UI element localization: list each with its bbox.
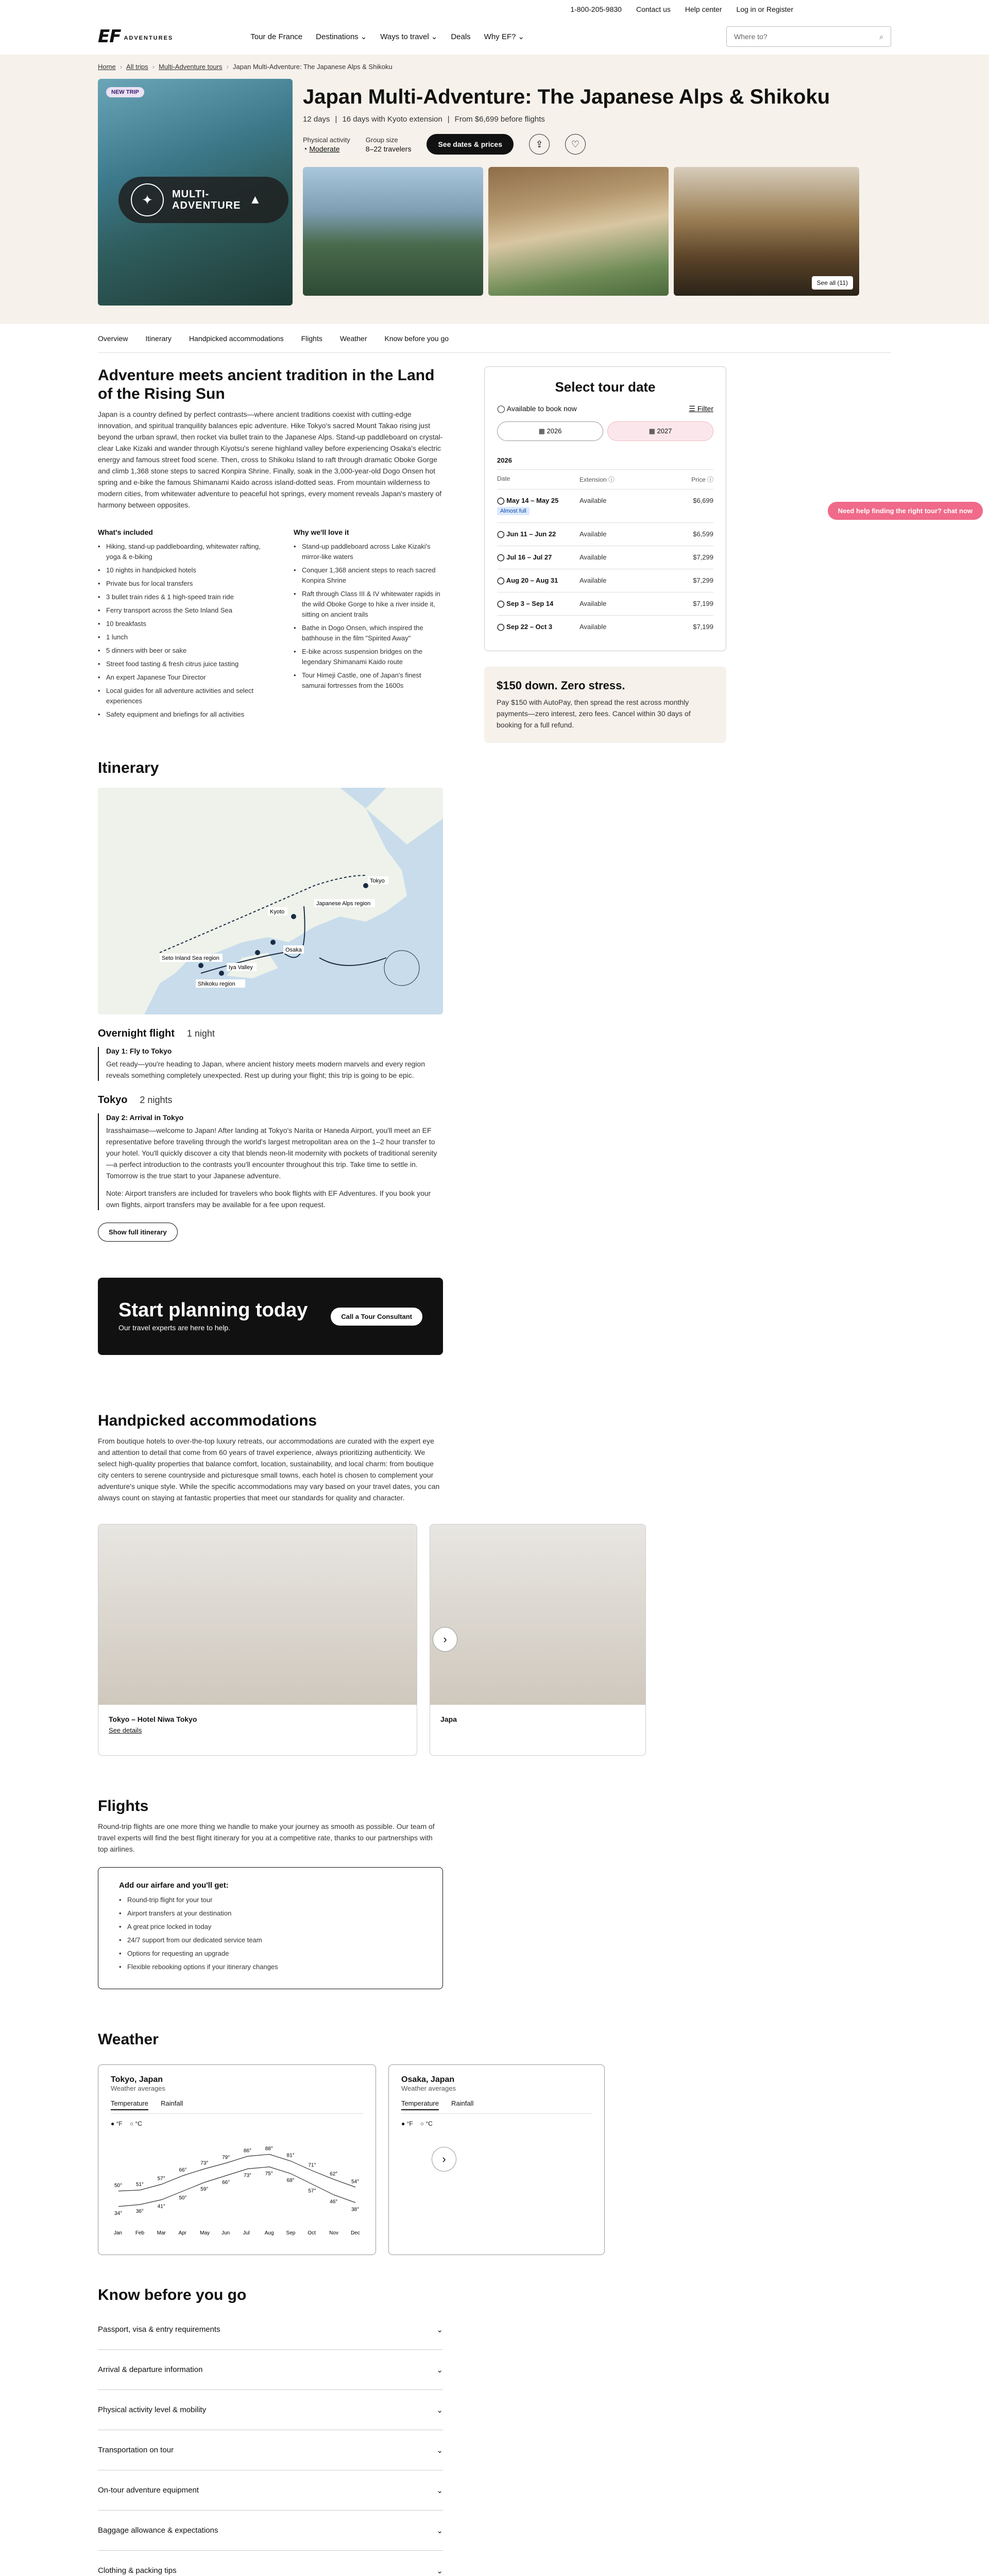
nav-link[interactable]: Deals bbox=[451, 32, 471, 41]
month-label: Jan bbox=[114, 2230, 123, 2236]
temp-high-line bbox=[118, 2155, 355, 2191]
payment-promo: $150 down. Zero stress. Pay $150 with AutoPay, then spread the rest across monthly payments—zero interest, zero fees. Cancel within 30 days of booking for a full refund. bbox=[484, 667, 726, 743]
radio-icon: ◯ bbox=[497, 623, 507, 631]
month-label: Mar bbox=[157, 2230, 166, 2236]
hotel-image bbox=[98, 1524, 417, 1705]
see-dates-button[interactable]: See dates & prices bbox=[427, 134, 514, 155]
map-label: Osaka bbox=[285, 947, 302, 953]
info-icon: ⓘ bbox=[608, 476, 615, 483]
utility-bar bbox=[0, 0, 989, 19]
page-title: Japan Multi-Adventure: The Japanese Alps & Shikoku bbox=[303, 86, 830, 108]
nav-links bbox=[250, 32, 524, 41]
activity-level: Physical activity ◔ Moderate bbox=[303, 135, 350, 153]
tab-rainfall[interactable]: Rainfall bbox=[451, 2099, 474, 2107]
why-love-it: Why we'll love it • Stand-up paddleboard across Lake Kizaki's mirror-like waters • Conquer 1,368 ancient steps to reach sacred Konpira Shrine • Raft through Class III & IV whitewater rapids in the wild Oboke Gorge to hike a river inside it, sitting on ancient trails • Bathe in Dogo Onsen, which inspired the bathhouse in the film "Spirited Away" • E-bike across suspension bridges on the legendary Shimanami Kaido route • Tour Himeji Castle, one of Japan's finest samurai fortresses from the 1600s bbox=[294, 528, 443, 723]
radio-icon: ◯ bbox=[497, 530, 507, 538]
show-full-itinerary-button[interactable]: Show full itinerary bbox=[98, 1223, 178, 1242]
temp-low-line bbox=[118, 2167, 355, 2207]
year-2026-button[interactable]: ▦ 2026 bbox=[497, 421, 603, 441]
heart-icon[interactable]: ♡ bbox=[565, 134, 586, 155]
nav-link[interactable]: Why EF? ⌄ bbox=[484, 32, 524, 41]
temp-low-label: 50° bbox=[179, 2195, 187, 2201]
logo-subtitle: ADVENTURES bbox=[124, 35, 174, 41]
main-nav bbox=[98, 19, 891, 55]
month-label: Jul bbox=[243, 2230, 250, 2236]
month-label: Nov bbox=[329, 2230, 338, 2236]
chevron-down-icon: ⌄ bbox=[436, 2365, 443, 2375]
planning-cta: Start planning today Our travel experts are here to help. Call a Tour Consultant bbox=[98, 1278, 443, 1355]
tab-accommodations[interactable]: Handpicked accommodations bbox=[189, 334, 284, 343]
itinerary-stop: Overnight flight 1 night Day 1: Fly to Tokyo Get ready—you're heading to Japan, where ancient history meets modern marvels and every region reveals something completely unexpected. Rest up during your flight; this trip is going to be epic. bbox=[98, 1028, 443, 1081]
carousel-next-button[interactable] bbox=[433, 1627, 457, 1652]
calendar-icon: ▦ bbox=[649, 427, 657, 435]
date-row[interactable]: ◯ May 14 – May 25 Almost full Available $6,699 bbox=[497, 489, 713, 523]
see-all-photos-button[interactable]: See all (11) bbox=[812, 276, 853, 290]
chevron-down-icon: ⌄ bbox=[436, 2446, 443, 2455]
temp-low-label: 34° bbox=[114, 2210, 123, 2216]
available-toggle[interactable]: ◯ Available to book now bbox=[497, 404, 577, 413]
temp-low-label: 73° bbox=[243, 2173, 252, 2179]
search-input[interactable]: Where to? ⌕ bbox=[726, 26, 891, 47]
nav-link[interactable]: Ways to travel ⌄ bbox=[380, 32, 438, 41]
chevron-right-icon: › bbox=[443, 1633, 447, 1646]
help-link[interactable]: Help center bbox=[685, 5, 722, 13]
map-graphic bbox=[98, 788, 443, 1014]
month-label: Oct bbox=[308, 2230, 316, 2236]
date-row[interactable]: ◯ Sep 22 – Oct 3 Available $7,199 bbox=[497, 623, 713, 631]
temp-low-label: 68° bbox=[286, 2178, 295, 2183]
tab-flights[interactable]: Flights bbox=[301, 334, 322, 343]
know-title: Know before you go bbox=[98, 2286, 247, 2303]
map-pin bbox=[255, 950, 260, 955]
date-row[interactable]: ◯ Sep 3 – Sep 14 Available $7,199 bbox=[497, 592, 713, 616]
whats-included: What's included • Hiking, stand-up paddleboarding, whitewater rafting, yoga & e-biking • 10 nights in handpicked hotels • Private bus for local transfers • 3 bullet train rides & 1 high-speed train ride • Ferry transport across the Seto Inland Sea • 10 breakfasts • 1 lunch • 5 dinners with beer or sake • Street food tasting & fresh citrus juice tasting • An expert Japanese Tour Director • Local guides for all adventure activities and select experiences • Safety equipment and briefings for all activities bbox=[98, 528, 273, 723]
section-nav bbox=[98, 324, 891, 353]
map-pin bbox=[270, 940, 276, 945]
temp-high-label: 88° bbox=[265, 2146, 273, 2152]
tab-temperature[interactable]: Temperature bbox=[111, 2099, 148, 2110]
chevron-down-icon: ⌄ bbox=[436, 2526, 443, 2535]
accordion-item[interactable] bbox=[98, 2470, 443, 2511]
hero-image[interactable] bbox=[98, 79, 293, 306]
phone-link[interactable]: 1-800-205-9830 bbox=[570, 5, 622, 13]
accordion-item[interactable] bbox=[98, 2390, 443, 2430]
temp-low-label: 57° bbox=[308, 2188, 316, 2194]
map-label: Shikoku region bbox=[198, 981, 235, 987]
toggle-icon: ◯ bbox=[497, 404, 507, 413]
month-label: Dec bbox=[351, 2230, 360, 2236]
tab-rainfall[interactable]: Rainfall bbox=[160, 2099, 183, 2107]
chevron-down-icon: ⌄ bbox=[360, 32, 367, 41]
radio-icon: ◯ bbox=[497, 600, 507, 607]
nav-link[interactable]: Destinations ⌄ bbox=[316, 32, 367, 41]
trip-summary: 12 days | 16 days with Kyoto extension | From $6,699 before flights bbox=[303, 115, 545, 124]
tour-dates-title: Select tour date bbox=[555, 379, 656, 395]
temp-high-label: 81° bbox=[286, 2153, 295, 2159]
map-pin bbox=[291, 914, 296, 919]
chevron-down-icon: ⌄ bbox=[436, 2566, 443, 2575]
map-pin bbox=[219, 971, 224, 976]
weather-card: Tokyo, Japan Weather averages Temperature Rainfall ● °F ○ °C 50° 51° 57° 66° 73° 79° 86° 88° 81° 71° 62° 54° 34° 36° 41° 50° 59° 66° 73° 75° 68° 57° 46° 38° Jan Feb Mar Apr May Jun Jul Aug Sep Oct Nov Dec bbox=[98, 2064, 376, 2255]
temp-low-label: 59° bbox=[200, 2186, 209, 2192]
hero-photo[interactable] bbox=[674, 167, 859, 296]
map-pin bbox=[198, 963, 203, 968]
chevron-down-icon: ⌄ bbox=[518, 32, 524, 41]
tour-dates-card bbox=[484, 366, 726, 651]
chevron-down-icon: ⌄ bbox=[436, 2405, 443, 2415]
carousel-next-button[interactable] bbox=[432, 2147, 456, 2172]
temp-high-label: 54° bbox=[351, 2179, 360, 2185]
unit-c-radio[interactable]: ○ °C bbox=[129, 2120, 142, 2127]
chevron-down-icon: ⌄ bbox=[436, 2486, 443, 2495]
chevron-down-icon: ⌄ bbox=[436, 2325, 443, 2334]
flight-benefits-box: Add our airfare and you'll get: • Round-trip flight for your tour • Airport transfers at your destination • A great price locked in today • 24/7 support from our dedicated service team • Options for requesting an upgrade • Flexible rebooking options if your itinerary changes bbox=[98, 1867, 443, 1989]
date-row[interactable]: ◯ Aug 20 – Aug 31 Available $7,299 bbox=[497, 569, 713, 592]
breadcrumb-current: Japan Multi-Adventure: The Japanese Alps & Shikoku bbox=[232, 63, 393, 71]
temperature-chart bbox=[111, 2127, 363, 2241]
radio-icon: ◯ bbox=[497, 553, 507, 561]
filter-button[interactable]: ☰ Filter bbox=[689, 404, 713, 413]
temp-low-label: 36° bbox=[135, 2209, 144, 2214]
accommodations-body: From boutique hotels to over-the-top luxury retreats, our accommodations are curated with the expert eye and attention to detail that come from 60 years of travel experience, always prioritizing authenticity. We select high-quality properties that balance comfort, location, sustainability, and local charm: from boutique city centers to serene countryside and picturesque small towns, each hotel is chosen to complement your adventure's unique style. While the specific accommodations may vary based on your travel dates, you can always count on staying at fantastic properties that meet our standards for quality and character. bbox=[98, 1437, 440, 1502]
flights-body: Round-trip flights are one more thing we handle to make your journey as smooth as possible. Our team of travel experts will find the best flight itinerary for you at a competitive rate, thanks to our partnerships with top airlines. bbox=[98, 1822, 435, 1853]
temp-high-label: 66° bbox=[179, 2167, 187, 2173]
multi-adventure-badge: ✦ MULTI- ADVENTURE ▲ bbox=[118, 177, 288, 223]
month-label: Feb bbox=[135, 2230, 145, 2236]
month-label: Jun bbox=[221, 2230, 230, 2236]
share-icon[interactable]: ⇪ bbox=[529, 134, 550, 155]
logo[interactable]: EF bbox=[98, 26, 121, 47]
group-size: Group size 8–22 travelers bbox=[365, 135, 412, 153]
tab-itinerary[interactable]: Itinerary bbox=[145, 334, 172, 343]
see-details-link[interactable]: See details bbox=[109, 1726, 142, 1734]
hotel-carousel bbox=[98, 1524, 664, 1756]
radio-icon: ◯ bbox=[497, 497, 507, 504]
temp-high-label: 73° bbox=[200, 2160, 209, 2166]
accordion-label: Passport, visa & entry requirements bbox=[98, 2325, 220, 2334]
accordion-item[interactable] bbox=[98, 2350, 443, 2390]
month-label: Sep bbox=[286, 2230, 296, 2236]
map-label: Seto Inland Sea region bbox=[162, 955, 219, 961]
map-label: Japanese Alps region bbox=[316, 901, 371, 907]
tab-weather[interactable]: Weather bbox=[339, 334, 367, 343]
accordion-label: Physical activity level & mobility bbox=[98, 2405, 207, 2414]
radio-icon: ◯ bbox=[497, 577, 506, 584]
temp-high-label: 57° bbox=[157, 2176, 165, 2182]
breadcrumb-item[interactable]: All trips bbox=[126, 63, 148, 71]
itinerary-map[interactable] bbox=[98, 788, 443, 1014]
breadcrumb-item[interactable]: Multi-Adventure tours bbox=[159, 63, 223, 71]
temp-high-label: 71° bbox=[308, 2162, 316, 2168]
chevron-right-icon: › bbox=[442, 2153, 446, 2165]
date-row[interactable]: ◯ Jul 16 – Jul 27 Available $7,299 bbox=[497, 546, 713, 569]
map-label: Tokyo bbox=[370, 878, 385, 884]
unit-c-radio[interactable]: ○ °C bbox=[420, 2120, 433, 2127]
itinerary-stop: Tokyo 2 nights Day 2: Arrival in Tokyo Irasshaimase—welcome to Japan! After landing at Tokyo's Narita or Haneda Airport, you'll meet an EF representative before traveling through the world's largest metropolitan area on the 1–2 hour transfer to your hotel. You'll quickly discover a city that blends neon-lit modernity with pockets of traditional serenity—a perfect introduction to the contrasts you'll encounter throughout this trip. Take time to settle in. Tomorrow is the true start to your Japanese adventure. Note: Airport transfers are included for travelers who book flights with EF Adventures. If you book your own flights, airport transfers may be available for a fee upon request. bbox=[98, 1094, 443, 1210]
info-icon: ⓘ bbox=[707, 476, 713, 483]
temp-high-label: 50° bbox=[114, 2182, 123, 2189]
map-pin bbox=[363, 883, 368, 888]
temp-low-label: 38° bbox=[351, 2207, 360, 2213]
hotel-card[interactable]: Tokyo – Hotel Niwa Tokyo See details bbox=[98, 1524, 417, 1756]
call-consultant-button[interactable]: Call a Tour Consultant bbox=[331, 1308, 422, 1326]
overview-body: Japan is a country defined by perfect contrasts—where ancient traditions coexist with cutting-edge innovation, and spiritual tranquility balances epic adventure. Hike Tokyo's sacred Mount Takao rising just beyond the urban sprawl, then rocket via bullet train to the Japanese Alps. Stand-up paddleboard on crystal-clear Lake Kizaki and wander through Kiyotsu's serene highland valley before experiencing Osaka's electric energy and famous street food scene. Then, cross to Shikoku Island to raft through dramatic Oboke Gorge and climb 1,368 stone steps to sacred Konpira Shrine. Finally, soak in the 3,000-year-old Dogo Onsen hot spring and e-bike the famous Shimanami Kaido across island-dotted seas. From mountain wilderness to modern cities, from whitewater adventure to peaceful hot springs, every moment reveals Japan's mastery of harmony between opposites. bbox=[98, 410, 443, 509]
accordion-item[interactable] bbox=[98, 2430, 443, 2470]
accordion-label: Transportation on tour bbox=[98, 2446, 174, 2454]
contact-link[interactable]: Contact us bbox=[636, 5, 671, 13]
hotel-card[interactable]: Japa bbox=[430, 1524, 646, 1756]
nav-link[interactable]: Tour de France bbox=[250, 32, 303, 41]
weather-card: Osaka, Japan Weather averages Temperature Rainfall ● °F ○ °C bbox=[388, 2064, 605, 2255]
login-link[interactable]: Log in or Register bbox=[736, 5, 793, 13]
temp-high-label: 62° bbox=[330, 2171, 338, 2177]
month-label: Aug bbox=[264, 2230, 274, 2236]
map-label: Iya Valley bbox=[229, 964, 253, 971]
date-row[interactable]: ◯ Jun 11 – Jun 22 Available $6,599 bbox=[497, 523, 713, 546]
itinerary-title: Itinerary bbox=[98, 759, 159, 776]
accordion-item[interactable] bbox=[98, 2511, 443, 2551]
temp-low-label: 46° bbox=[330, 2199, 338, 2205]
mountain-icon: ▲ bbox=[249, 193, 262, 207]
accordion-label: Baggage allowance & expectations bbox=[98, 2526, 218, 2535]
hero-photo[interactable] bbox=[303, 167, 483, 296]
accordion-label: Arrival & departure information bbox=[98, 2365, 203, 2374]
month-label: Apr bbox=[178, 2230, 187, 2236]
map-label: Kyoto bbox=[270, 909, 285, 915]
temp-low-label: 75° bbox=[265, 2171, 273, 2177]
breadcrumb-item[interactable]: Home bbox=[98, 63, 116, 71]
new-trip-badge: NEW TRIP bbox=[106, 87, 144, 97]
hotel-image bbox=[430, 1524, 645, 1705]
search-icon[interactable]: ⌕ bbox=[879, 32, 883, 41]
temp-high-label: 86° bbox=[243, 2148, 252, 2154]
temp-high-label: 79° bbox=[222, 2155, 230, 2161]
accordion-label: On-tour adventure equipment bbox=[98, 2486, 199, 2495]
filter-icon: ☰ bbox=[689, 404, 697, 413]
tab-temperature[interactable]: Temperature bbox=[401, 2099, 439, 2110]
tab-overview[interactable]: Overview bbox=[98, 334, 128, 343]
month-label: May bbox=[200, 2230, 210, 2236]
hero-photo[interactable] bbox=[488, 167, 669, 296]
weather-title: Weather bbox=[98, 2031, 159, 2048]
temp-high-label: 51° bbox=[135, 2181, 144, 2188]
know-before-section bbox=[98, 2286, 443, 2576]
chevron-down-icon: ⌄ bbox=[431, 32, 438, 41]
calendar-icon: ▦ bbox=[538, 427, 547, 435]
weather-carousel bbox=[98, 2064, 664, 2255]
accommodations-title: Handpicked accommodations bbox=[98, 1412, 317, 1429]
chat-help-button[interactable]: Need help finding the right tour? chat now bbox=[828, 502, 983, 520]
accordion-item[interactable] bbox=[98, 2551, 443, 2576]
breadcrumb: Home › All trips › Multi-Adventure tours › Japan Multi-Adventure: The Japanese Alps & Shikoku bbox=[98, 63, 393, 71]
compass-icon: ✦ bbox=[131, 183, 164, 216]
hero bbox=[0, 55, 989, 324]
unit-f-radio[interactable]: ● °F bbox=[111, 2120, 123, 2127]
accordion-item[interactable] bbox=[98, 2310, 443, 2350]
dates-table: 2026 Date Extension ⓘ Price ⓘ ◯ May 14 – May 25 Almost full Available $6,699 ◯ Jun 11 – Jun 22 Available $6,599 ◯ Jul 16 – Jul 27 Available $7,299 ◯ Aug 20 – Aug 31 Available $7,299 ◯ Sep 3 – Sep 14 Available $7,199 ◯ Sep 22 – Oct 3 Available $7,199 bbox=[497, 451, 713, 638]
overview-title: Adventure meets ancient tradition in the Land of the Rising Sun bbox=[98, 367, 435, 402]
temp-low-label: 66° bbox=[222, 2179, 230, 2185]
accordion-label: Clothing & packing tips bbox=[98, 2566, 177, 2575]
year-2027-button[interactable]: ▦ 2027 bbox=[607, 421, 713, 441]
flights-title: Flights bbox=[98, 1798, 149, 1815]
tab-know-before[interactable]: Know before you go bbox=[384, 334, 449, 343]
temp-low-label: 41° bbox=[157, 2204, 165, 2210]
activity-icon: ◔ bbox=[303, 144, 310, 153]
unit-f-radio[interactable]: ● °F bbox=[401, 2120, 413, 2127]
